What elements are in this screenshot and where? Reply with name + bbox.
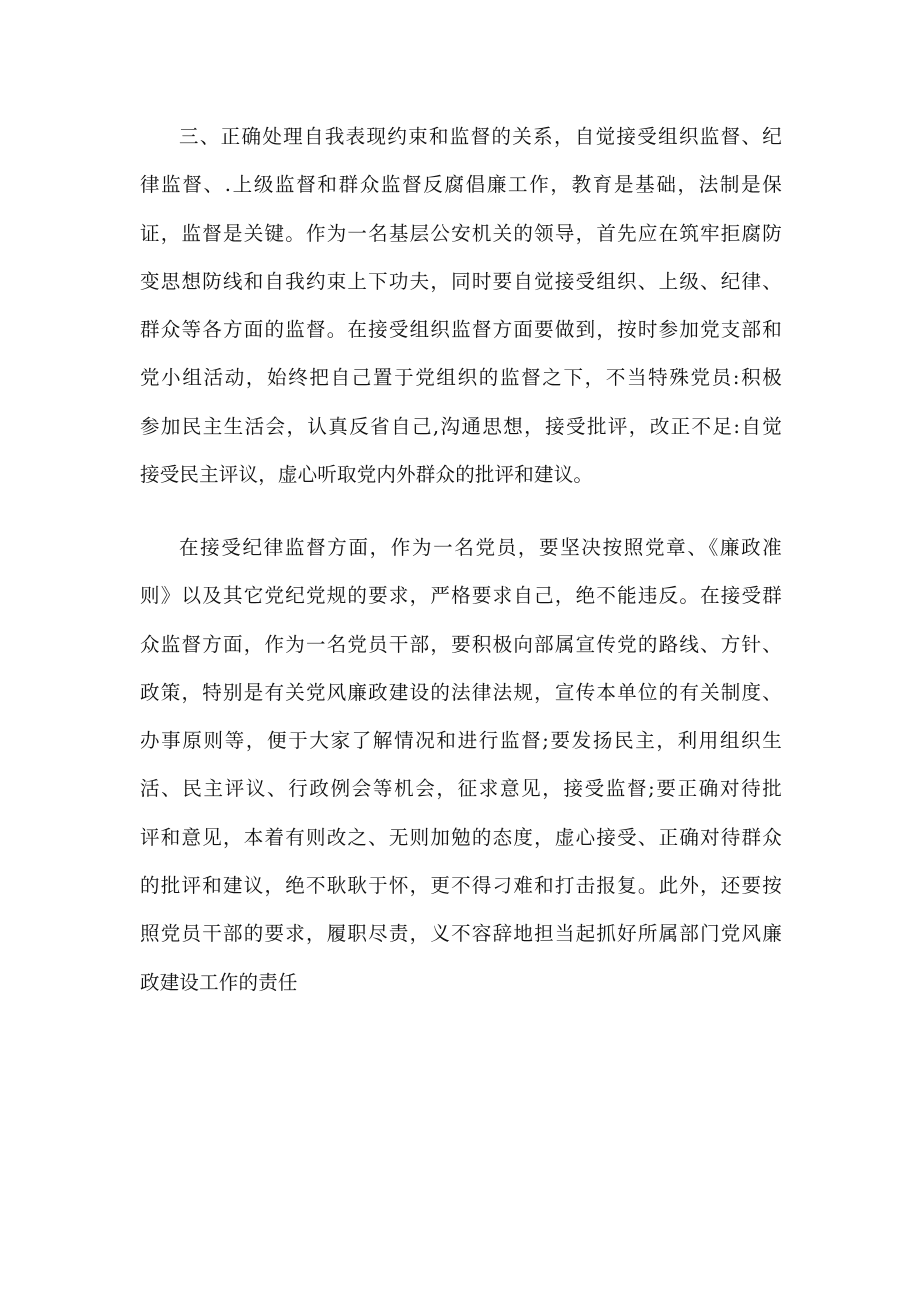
text-line: 律监督、.上级监督和群众监督反腐倡廉工作，教育是基础，法制是保 <box>140 173 782 197</box>
text-line: 评和意见，本着有则改之、无则加勉的态度，虚心接受、正确对待群众 <box>140 825 782 849</box>
text-line: 群众等各方面的监督。在接受组织监督方面要做到，按时参加党支部和 <box>140 318 782 342</box>
text-line: 办事原则等，便于大家了解情况和进行监督;要发扬民主，利用组织生 <box>140 729 782 753</box>
text-line: 变思想防线和自我约束上下功夫，同时要自觉接受组织、上级、纪律、 <box>140 269 782 293</box>
text-line: 在接受纪律监督方面，作为一名党员，要坚决按照党章、《廉政准 <box>179 536 782 559</box>
text-line: 证，监督是关键。作为一名基层公安机关的领导，首先应在筑牢拒腐防 <box>140 221 782 245</box>
text-line: 党小组活动，始终把自己置于党组织的监督之下，不当特殊党员:积极 <box>140 366 782 390</box>
paragraph-supervision-relationship <box>140 113 782 499</box>
text-line: 接受民主评议，虚心听取党内外群众的批评和建议。 <box>140 463 594 487</box>
text-line: 政建设工作的责任 <box>140 970 298 994</box>
text-line: 则》以及其它党纪党规的要求，严格要求自己，绝不能违反。在接受群 <box>140 584 782 608</box>
text-line: 参加民主生活会，认真反省自己,沟通思想，接受批评，改正不足:自觉 <box>140 414 782 438</box>
text-line: 政策，特别是有关党风廉政建设的法律法规，宣传本单位的有关制度、 <box>140 680 782 704</box>
paragraph-discipline-supervision <box>140 524 782 1007</box>
text-line: 活、民主评议、行政例会等机会，征求意见，接受监督;要正确对待批 <box>140 777 782 801</box>
text-line: 照党员干部的要求，履职尽责，义不容辞地担当起抓好所属部门党风廉 <box>140 922 782 946</box>
text-line: 众监督方面，作为一名党员干部，要积极向部属宣传党的路线、方针、 <box>140 632 782 656</box>
text-line: 三、正确处理自我表现约束和监督的关系，自觉接受组织监督、纪 <box>179 125 782 148</box>
text-line: 的批评和建议，绝不耿耿于怀，更不得刁难和打击报复。此外，还要按 <box>140 874 782 898</box>
